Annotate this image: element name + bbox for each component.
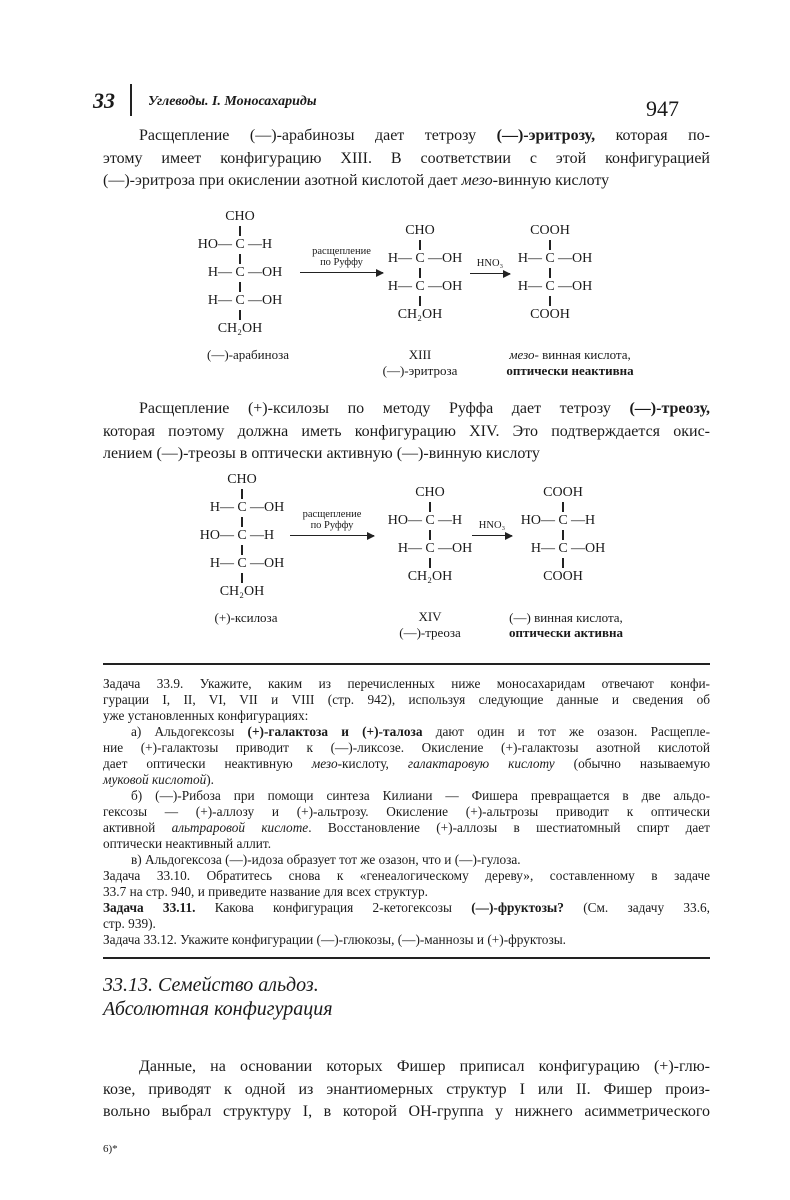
center-atom: CH₂OH (407, 569, 453, 584)
text-run: (—)-эритрозу, (496, 127, 596, 144)
center-atom: CHO (415, 485, 445, 500)
substituent: —H (438, 513, 463, 528)
substituent: —H (248, 237, 273, 252)
center-atom: CHO (227, 472, 257, 487)
compound-label (476, 625, 656, 641)
substituent: H— (209, 500, 234, 515)
text-run: Задача 33.10. Обратитесь снова к «генеалогическому дереву», составленному в задаче (103, 868, 710, 883)
center-atom: C (558, 541, 568, 556)
text-line (103, 804, 710, 820)
text-run: вольно выбрал структуру I, в которой OH-группа у нижнего асимметрического (103, 1103, 710, 1120)
substituent: —OH (558, 251, 593, 266)
center-atom: COOH (543, 485, 583, 500)
center-atom: C (235, 237, 245, 252)
atom-row (360, 307, 498, 323)
center-atom: COOH (530, 223, 570, 238)
atom-row (503, 541, 641, 557)
substituent (438, 569, 508, 585)
center-atom: COOH (543, 569, 583, 584)
text-run: Задача 33.12. Укажите конфигурации (—)-глюкозы, (—)-маннозы и (+)-фруктозы. (103, 932, 566, 947)
substituent: H— (207, 293, 232, 308)
atom-row (360, 223, 498, 239)
substituent (571, 569, 641, 585)
signature-mark: 6)* (103, 1143, 118, 1155)
substituent: H— (517, 251, 542, 266)
text-run: (—)-фруктозы? (471, 900, 564, 915)
text-line (103, 1101, 710, 1124)
substituent: H— (397, 541, 422, 556)
page-number: 947 (646, 96, 679, 121)
text-line (103, 692, 710, 708)
center-atom: C (415, 279, 425, 294)
center-atom: CHO (405, 223, 435, 238)
text-run: галактаровую кислоту (407, 756, 555, 771)
text-run: в) Альдогексоза (—)-идоза образует тот же озазон, что и (—)-гулоза. (131, 852, 521, 867)
atom-row (490, 279, 628, 295)
center-atom: C (235, 293, 245, 308)
text-line (103, 740, 710, 756)
substituent: HO— (387, 513, 422, 528)
reaction-arrow (470, 273, 510, 274)
bond-line (182, 572, 320, 584)
text-line (103, 724, 710, 740)
substituent (571, 485, 641, 501)
bond-line (370, 557, 508, 569)
text-line (103, 788, 710, 804)
text-line (103, 836, 710, 852)
text-run: Задача 33.9. Укажите, каким из перечисленных ниже моносахаридам отвечают конфи- (103, 676, 710, 691)
bond-line (180, 253, 318, 265)
center-atom: COOH (530, 307, 570, 322)
text-run: 33.7 на стр. 940, и приведите название для всех структур. (103, 884, 428, 899)
text-line (103, 421, 710, 444)
center-atom: C (425, 513, 435, 528)
bond-line (490, 239, 628, 251)
condition-text: HNO₃ (476, 258, 504, 269)
bond-line (503, 557, 641, 569)
condition-text: по Руффу (320, 257, 363, 268)
condition-text: HNO₃ (478, 520, 506, 531)
substituent (428, 307, 498, 323)
text-run: козе, приводят к одной из энантиомерных структур I или II. Фишер произ- (103, 1080, 710, 1098)
text-run: муковой кислотой (103, 772, 207, 787)
atom-row (370, 541, 508, 557)
text-run: (—)-эритроза (382, 363, 458, 378)
substituent: —OH (248, 293, 283, 308)
text-run: (обычно называемую (554, 756, 711, 771)
condition-text: по Руффу (310, 520, 354, 531)
bottom-rule (103, 957, 710, 959)
substituent (360, 223, 412, 239)
substituent (250, 584, 320, 600)
text-run: альтраровой кислоте (171, 820, 309, 835)
atom-row (180, 237, 318, 253)
atom-row (370, 569, 508, 585)
text-run: -винную кислоту (492, 172, 610, 189)
text-line (103, 900, 710, 916)
text-line (103, 932, 710, 948)
substituent (248, 321, 318, 337)
center-atom: CH₂OH (219, 584, 265, 599)
substituent: H— (387, 279, 412, 294)
substituent: —OH (250, 500, 285, 515)
tasks-block (103, 676, 710, 948)
center-atom: C (237, 528, 247, 543)
substituent (558, 307, 628, 323)
text-line (103, 916, 710, 932)
text-line (103, 148, 710, 171)
text-run: мезо (311, 756, 338, 771)
text-run: которая поэтому должна иметь конфигурацию XIV. Это подтверждается окис- (103, 422, 710, 440)
atom-row (490, 223, 628, 239)
center-atom: CH₂OH (397, 307, 443, 322)
text-run: дает оптически неактивную (103, 756, 312, 771)
text-run: (См. задачу 33.6, (563, 900, 710, 915)
bond-line (490, 295, 628, 307)
text-run: (—)-арабиноза (207, 347, 289, 362)
text-run: XIII (408, 347, 432, 362)
text-run: (+)-галактоза и (+)-талоза (247, 724, 423, 739)
substituent (180, 209, 232, 225)
center-atom: C (545, 251, 555, 266)
bond-line (180, 225, 318, 237)
text-run: (—) винная кислота, (509, 610, 623, 625)
text-line (103, 884, 710, 900)
substituent: —OH (250, 556, 285, 571)
substituent (370, 485, 422, 501)
text-run: оптически активна (508, 625, 623, 640)
text-run: ние (+)-галактозы приводит к (—)-ликсозе. Окисление (+)-галактозы азотной кислотой (103, 740, 710, 755)
text-run: гурации I, II, VI, VII и VIII (стр. 942), используя следующие данные и сведения об (103, 692, 710, 707)
reaction-condition (290, 509, 374, 531)
text-run: гексозы — (+)-аллозу и (+)-альтрозу. Окисление (+)-альтрозы приводит к оптически (103, 804, 710, 819)
substituent: —OH (558, 279, 593, 294)
substituent (248, 209, 318, 225)
text-line (103, 772, 710, 788)
center-atom: CH₂OH (217, 321, 263, 336)
text-line (103, 1056, 710, 1079)
atom-row (180, 209, 318, 225)
substituent: —H (250, 528, 275, 543)
compound-label (156, 610, 336, 626)
condition-text: расщепление (302, 509, 362, 520)
text-run: которая по- (595, 127, 710, 144)
substituent (428, 223, 498, 239)
chapter-number: 33 (93, 88, 115, 113)
reaction-arrow (472, 535, 512, 536)
text-run: дают один и тот же озазон. Расщепле- (422, 724, 710, 739)
substituent: —OH (248, 265, 283, 280)
text-run: (+)-ксилоза (214, 610, 278, 625)
text-run: мезо (461, 172, 493, 189)
fischer-projection (180, 209, 318, 337)
bond-line (360, 295, 498, 307)
atom-row (180, 293, 318, 309)
text-line (103, 852, 710, 868)
top-rule (103, 663, 710, 665)
text-run: а) Альдогексозы (131, 724, 248, 739)
atom-row (180, 321, 318, 337)
substituent: H— (387, 251, 412, 266)
text-line (103, 868, 710, 884)
text-run: этому имеет конфигурацию XIII. В соответствии с этой конфигурацией (103, 149, 710, 167)
reaction-condition (472, 520, 512, 531)
text-line (103, 398, 710, 421)
text-run: . Восстановление (+)-аллозы в шестиатомный спирт дает (308, 820, 710, 835)
text-run: оптически неактивна (506, 363, 634, 378)
section-title-line2: Абсолютная конфигурация (103, 998, 333, 1020)
atom-row (503, 569, 641, 585)
text-run: ). (206, 772, 215, 787)
paragraph-threose (103, 398, 710, 466)
center-atom: C (425, 541, 435, 556)
substituent: —OH (428, 279, 463, 294)
text-line (103, 708, 710, 724)
running-title: Углеводы. I. Моносахариды (148, 94, 317, 109)
center-atom: C (415, 251, 425, 266)
reaction-condition (300, 246, 383, 268)
center-atom: C (545, 279, 555, 294)
text-run: оптически неактивный аллит. (103, 836, 272, 851)
substituent: —H (571, 513, 596, 528)
text-run: мезо- (509, 347, 539, 362)
atom-row (182, 584, 320, 600)
text-run: уже установленных конфигурациях: (103, 708, 309, 723)
atom-row (180, 265, 318, 281)
substituent (558, 223, 628, 239)
text-run: (—)-треозу, (629, 400, 710, 417)
text-run: Расщепление (+)-ксилозы по методу Руффа дает тетрозу (139, 400, 630, 417)
atom-row (490, 307, 628, 323)
text-line (103, 170, 710, 193)
text-run: XIV (418, 609, 442, 624)
text-run: б) (—)-Рибоза при помощи синтеза Килиани — Фишера превращается в две альдо- (131, 788, 710, 803)
atom-row (360, 279, 498, 295)
substituent: —OH (428, 251, 463, 266)
bond-line (503, 529, 641, 541)
substituent: —OH (438, 541, 473, 556)
section-heading (103, 973, 333, 1021)
substituent: HO— (197, 237, 232, 252)
atom-row (503, 513, 641, 529)
fischer-projection (503, 485, 641, 585)
text-run: стр. 939). (103, 916, 156, 931)
text-line (103, 676, 710, 692)
center-atom: C (237, 556, 247, 571)
bond-line (180, 309, 318, 321)
text-run: лением (—)-треозы в оптически активную (—)-винную кислоту (103, 445, 540, 462)
compound-label (158, 347, 338, 363)
atom-row (503, 485, 641, 501)
text-line (103, 756, 710, 772)
compound-label (480, 363, 660, 379)
reaction-condition (470, 258, 510, 269)
text-run: винная кислота, (538, 347, 631, 362)
compound-label (476, 610, 656, 626)
text-run: активной (103, 820, 172, 835)
substituent: H— (517, 279, 542, 294)
text-run: Задача 33.11. (103, 900, 196, 915)
bond-line (182, 488, 320, 500)
substituent (250, 472, 320, 488)
text-run: (—)-треоза (399, 625, 461, 640)
substituent: HO— (199, 528, 234, 543)
header-divider (130, 84, 132, 116)
text-run: -кислоту, (337, 756, 408, 771)
substituent (182, 472, 234, 488)
atom-row (490, 251, 628, 267)
center-atom: C (237, 500, 247, 515)
center-atom: C (235, 265, 245, 280)
text-line (103, 1079, 710, 1102)
bond-line (180, 281, 318, 293)
substituent (438, 485, 508, 501)
text-line (103, 820, 710, 836)
condition-text: расщепление (312, 246, 371, 257)
bond-line (370, 501, 508, 513)
compound-label (480, 347, 660, 363)
section-title-line1: 33.13. Семейство альдоз. (103, 974, 319, 996)
atom-row (182, 472, 320, 488)
text-line (103, 125, 710, 148)
text-run: Данные, на основании которых Фишер приписал конфигурацию (+)-глю- (139, 1058, 710, 1075)
substituent: H— (530, 541, 555, 556)
bond-line (503, 501, 641, 513)
paragraph-fischer (103, 1056, 710, 1124)
atom-row (370, 485, 508, 501)
bond-line (182, 544, 320, 556)
substituent: H— (207, 265, 232, 280)
reaction-arrow (290, 535, 374, 536)
text-run: Какова конфигурация 2-кетогексозы (195, 900, 472, 915)
substituent: HO— (520, 513, 555, 528)
text-run: Расщепление (—)-арабинозы дает тетрозу (139, 127, 497, 144)
atom-row (182, 556, 320, 572)
paragraph-erythrose (103, 125, 710, 193)
text-run: (—)-эритроза при окислении азотной кислотой дает (103, 172, 462, 189)
text-line (103, 443, 710, 466)
center-atom: CHO (225, 209, 255, 224)
substituent: —OH (571, 541, 606, 556)
substituent: H— (209, 556, 234, 571)
reaction-arrow (300, 272, 383, 273)
center-atom: C (558, 513, 568, 528)
